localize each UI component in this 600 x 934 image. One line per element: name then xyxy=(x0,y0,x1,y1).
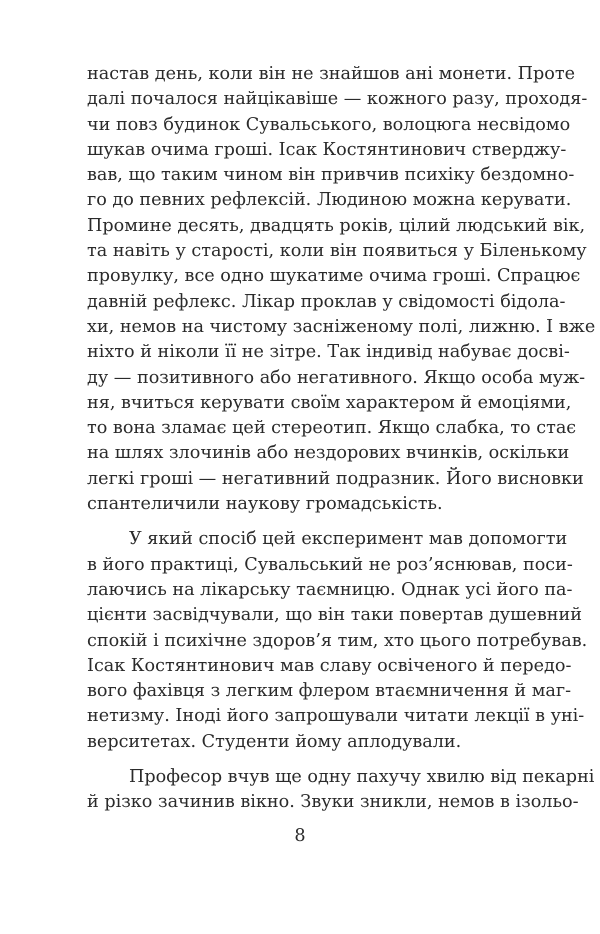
text-line: шукав очима гроші. Ісак Костянтинович стверджу- xyxy=(87,139,567,160)
text-line: настав день, коли він не знайшов ані монети. Проте xyxy=(87,64,576,84)
text-line: Промине десять, двадцять років, цілий людський вік, xyxy=(87,215,586,236)
text-line: нетизму. Іноді його запрошували читати лекції в уні- xyxy=(87,706,585,727)
text-line: ду — позитивного або негативного. Якщо особа муж- xyxy=(87,367,586,388)
text-line: та навіть у старості, коли він появиться у Біленькому xyxy=(87,241,587,262)
text-line: лаючись на лікарську таємницю. Однак усі його па- xyxy=(87,579,573,600)
text-line: цієнти засвідчували, що він таки повертав душевний xyxy=(87,605,582,626)
text-line: легкі гроші — негативний подразник. Його висновки xyxy=(87,468,584,489)
text-line: У який спосіб цей експеримент мав допомогти xyxy=(129,529,568,550)
text-line: спантеличили наукову громадськість. xyxy=(87,494,443,515)
page-number: 8 xyxy=(294,826,306,846)
text-line: в його практиці, Сувальський не роз’яснював, поси- xyxy=(87,554,573,575)
text-line: ня, вчиться керувати своїм характером й емоціями, xyxy=(87,392,572,413)
text-line: далі почалося найцікавіше — кожного разу, проходя- xyxy=(87,89,588,110)
text-line: чи повз будинок Сувальського, волоцюга несвідомо xyxy=(87,114,571,135)
text-line: вав, що таким чином він привчив психіку бездомно- xyxy=(87,165,575,186)
text-line: то вона зламає цей стереотип. Якщо слабка, то стає xyxy=(87,418,577,439)
text-line: давній рефлекс. Лікар проклав у свідомості бідола- xyxy=(87,291,566,312)
text-line: провулку, все одно шукатиме очима гроші. Спрацює xyxy=(87,266,581,287)
text-line: Ісак Костянтинович мав славу освіченого й передо- xyxy=(87,655,572,676)
paragraph-3 xyxy=(87,765,595,816)
text-line: вого фахівця з легким флером втаємничення й маг- xyxy=(87,681,572,702)
text-line: й різко зачинив вікно. Звуки зникли, немов в ізольо- xyxy=(87,792,579,813)
text-line: хи, немов на чистому засніженому полі, лижню. І вже xyxy=(87,316,596,337)
text-line: Професор вчув ще одну пахучу хвилю від пекарні xyxy=(129,767,595,788)
text-line: верситетах. Студенти йому аплодували. xyxy=(87,731,462,752)
text-line: на шлях злочинів або нездорових вчинків, оскільки xyxy=(87,443,570,464)
text-line: спокій і психічне здоров’я тим, хто цього потребував. xyxy=(87,630,588,651)
paragraph-2 xyxy=(87,527,588,755)
text-line: го до певних рефлексій. Людиною можна керувати. xyxy=(87,190,572,211)
body-text xyxy=(87,62,596,816)
text-line: ніхто й ніколи її не зітре. Так індивід набуває досві- xyxy=(87,342,570,363)
paragraph-1 xyxy=(87,62,596,517)
